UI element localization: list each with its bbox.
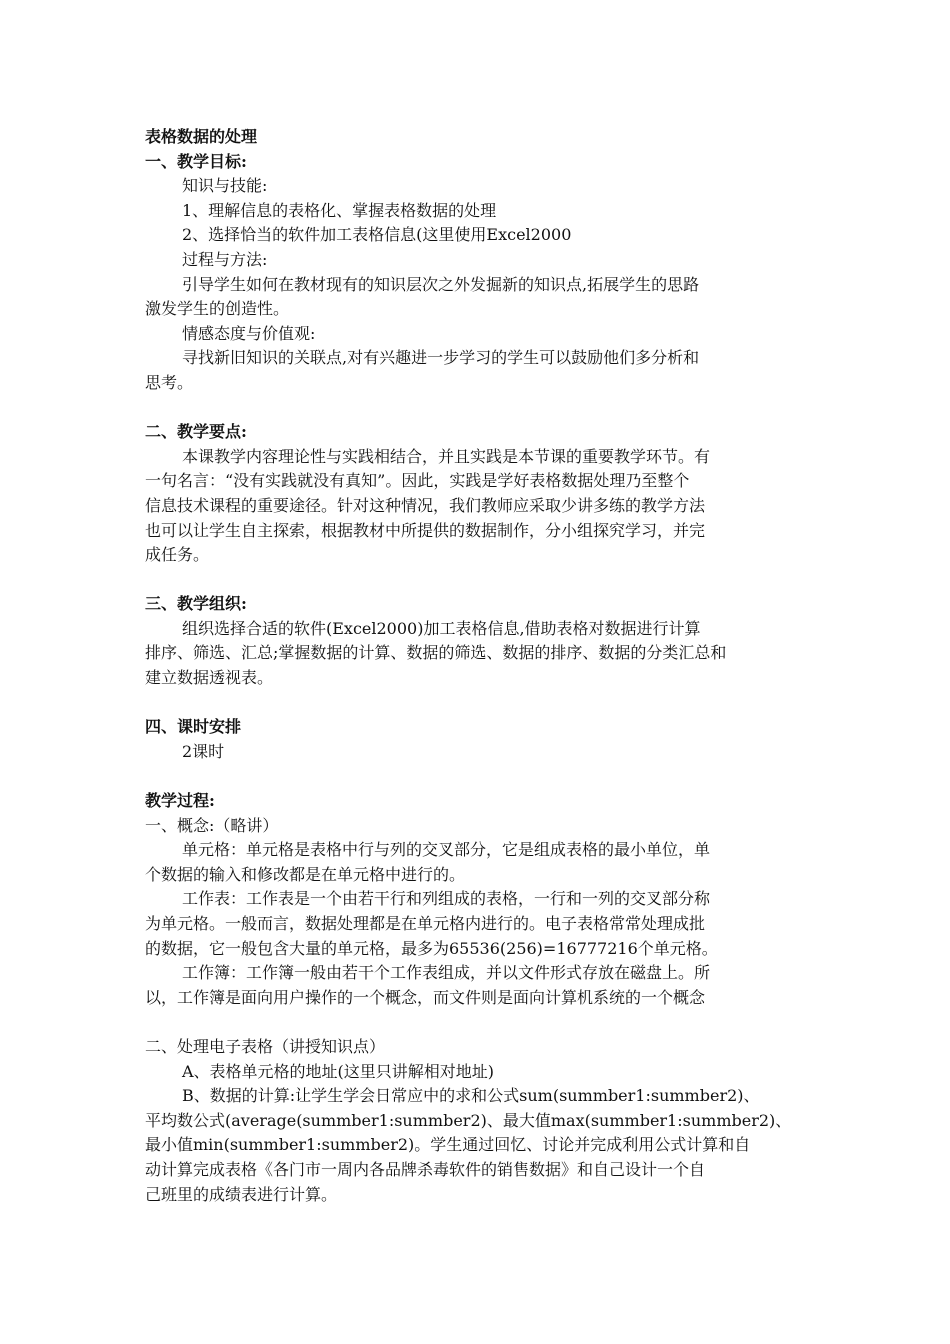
section2-heading: 二、教学要点:: [145, 422, 247, 442]
spacer: [145, 396, 810, 421]
cell-line-1: 单元格：单元格是表格中行与列的交叉部分，它是组成表格的最小单位，单: [182, 840, 711, 860]
book-line-2: 以，工作簿是面向用户操作的一个概念，而文件则是面向计算机系统的一个概念: [145, 987, 706, 1007]
cell-line-2: 个数据的输入和修改都是在单元格中进行的。: [145, 864, 466, 884]
section3-line-1: 组织选择合适的软件(Excel2000)加工表格信息,借助表格对数据进行计算: [182, 618, 701, 638]
calc-line-3: 最小值min(summber1:summber2)。学生通过回忆、讨论并完成利用公式计算和自: [145, 1135, 751, 1155]
spacer: [145, 1010, 810, 1035]
address-line: A、表格单元格的地址(这里只讲解相对地址): [182, 1061, 495, 1081]
emotion-label: 情感态度与价值观:: [182, 323, 316, 343]
emotion-line-2: 思考。: [145, 372, 194, 392]
sheet-line-1: 工作表：工作表是一个由若干行和列组成的表格，一行和一列的交叉部分称: [182, 889, 711, 909]
spacer: [145, 764, 810, 789]
section2-line-3: 信息技术课程的重要途径。针对这种情况，我们教师应采取少讲多练的教学方法: [145, 495, 706, 515]
process-line-2: 激发学生的创造性。: [145, 299, 290, 319]
document-title: 表格数据的处理: [145, 127, 258, 146]
part2-heading: 二、处理电子表格（讲授知识点）: [145, 1036, 386, 1056]
section4-text: 2课时: [182, 741, 225, 761]
knowledge-item-1: 1、理解信息的表格化、掌握表格数据的处理: [182, 200, 497, 220]
section2-line-4: 也可以让学生自主探索，根据教材中所提供的数据制作，分小组探究学习，并完: [145, 520, 706, 540]
sheet-line-2: 为单元格。一般而言，数据处理都是在单元格内进行的。电子表格常常处理成批: [145, 914, 706, 933]
section4-heading: 四、课时安排: [145, 717, 242, 737]
document-body: [145, 125, 810, 1207]
book-line-1: 工作簿：工作簿一般由若干个工作表组成，并以文件形式存放在磁盘上。所: [182, 963, 711, 983]
process-label: 过程与方法:: [182, 249, 268, 269]
calc-line-5: 己班里的成绩表进行计算。: [145, 1184, 338, 1204]
knowledge-item-2: 2、选择恰当的软件加工表格信息(这里使用Excel2000: [182, 225, 572, 245]
sheet-line-3: 的数据，它一般包含大量的单元格，最多为65536(256)=16777216个单元格。: [145, 938, 718, 958]
calc-line-2: 平均数公式(average(summber1:summber2)、最大值max(summber1:summber2)、: [145, 1110, 792, 1130]
part1-heading: 一、概念:（略讲）: [145, 815, 279, 835]
process-line-1: 引导学生如何在教材现有的知识层次之外发掘新的知识点,拓展学生的思路: [182, 274, 700, 294]
spacer: [145, 568, 810, 593]
section1-heading: 一、教学目标:: [145, 151, 247, 171]
section2-line-2: 一句名言：“没有实践就没有真知”。因此，实践是学好表格数据处理乃至整个: [145, 471, 690, 491]
calc-line-4: 动计算完成表格《各门市一周内各品牌杀毒软件的销售数据》和自己设计一个自: [145, 1159, 706, 1179]
process-heading: 教学过程:: [145, 791, 215, 811]
spacer: [145, 691, 810, 716]
knowledge-label: 知识与技能:: [182, 176, 268, 196]
section2-line-1: 本课教学内容理论性与实践相结合，并且实践是本节课的重要教学环节。有: [182, 446, 711, 466]
calc-line-1: B、数据的计算:让学生学会日常应中的求和公式sum(summber1:summber2)、: [182, 1086, 760, 1106]
section3-line-3: 建立数据透视表。: [145, 668, 274, 688]
emotion-line-1: 寻找新旧知识的关联点,对有兴趣进一步学习的学生可以鼓励他们多分析和: [182, 348, 700, 368]
section3-heading: 三、教学组织:: [145, 594, 247, 614]
section2-line-5: 成任务。: [145, 545, 210, 565]
section3-line-2: 排序、筛选、汇总;掌握数据的计算、数据的筛选、数据的排序、数据的分类汇总和: [145, 643, 727, 663]
